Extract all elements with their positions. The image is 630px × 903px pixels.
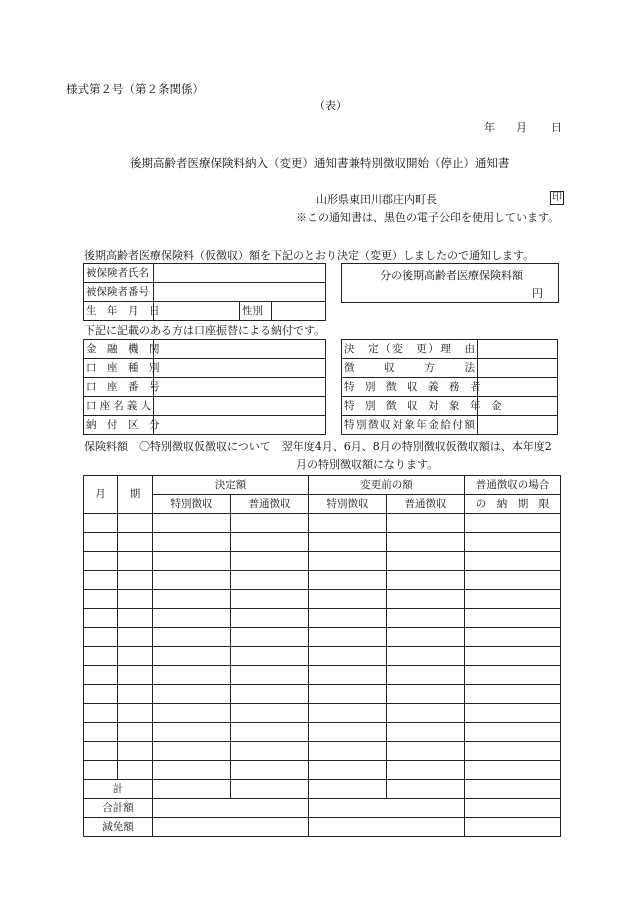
schedule-row bbox=[84, 571, 561, 590]
account-number-label: 口 座 番 号 bbox=[84, 378, 154, 397]
schedule-row bbox=[84, 704, 561, 723]
insured-number-label: 被保険者番号 bbox=[84, 283, 154, 302]
schedule-cell bbox=[465, 742, 561, 761]
premium-note-line1: 保険料額 〇特別徴収仮徴収について 翌年度4月、6月、8月の特別徴収仮徴収額は、本年度2 bbox=[84, 440, 552, 453]
premium-amount-unit: 円 bbox=[532, 287, 543, 300]
premium-amount-label: 分の後期高齢者医療保険料額 bbox=[380, 269, 523, 282]
reduction-before bbox=[309, 818, 465, 837]
schedule-cell bbox=[309, 685, 387, 704]
schedule-cell bbox=[465, 514, 561, 533]
schedule-cell bbox=[153, 514, 231, 533]
birth-date-value bbox=[154, 302, 240, 321]
form-number: 様式第２号（第２条関係） bbox=[66, 82, 204, 96]
schedule-cell bbox=[153, 666, 231, 685]
account-holder-label: 口座名義人 bbox=[84, 397, 154, 416]
schedule-cell bbox=[309, 571, 387, 590]
schedule-cell bbox=[387, 761, 465, 780]
schedule-cell bbox=[231, 704, 309, 723]
schedule-row bbox=[84, 666, 561, 685]
insured-table bbox=[83, 263, 326, 321]
schedule-cell bbox=[84, 704, 118, 723]
pension-amount-value bbox=[478, 416, 558, 435]
schedule-cell bbox=[118, 723, 153, 742]
schedule-cell bbox=[118, 685, 153, 704]
schedule-cell bbox=[309, 552, 387, 571]
schedule-cell bbox=[465, 590, 561, 609]
schedule-row bbox=[84, 590, 561, 609]
header-decided: 決定額 bbox=[153, 476, 309, 495]
schedule-cell bbox=[465, 552, 561, 571]
schedule-cell bbox=[309, 666, 387, 685]
intro-text: 後期高齢者医療保険料（仮徴収）額を下記のとおり決定（変更）しましたので通知します。 bbox=[84, 249, 535, 262]
schedule-body bbox=[84, 514, 561, 780]
total-label: 計 bbox=[84, 780, 153, 799]
schedule-row bbox=[84, 514, 561, 533]
insured-number-value bbox=[154, 283, 326, 302]
schedule-cell bbox=[465, 666, 561, 685]
schedule-cell bbox=[309, 761, 387, 780]
grand-total-label: 合計額 bbox=[84, 799, 153, 818]
schedule-cell bbox=[387, 666, 465, 685]
schedule-cell bbox=[309, 533, 387, 552]
schedule-cell bbox=[387, 552, 465, 571]
schedule-row bbox=[84, 742, 561, 761]
schedule-cell bbox=[153, 571, 231, 590]
schedule-cell bbox=[118, 514, 153, 533]
target-pension-label: 特 別 徴 収 対 象 年 金 bbox=[342, 397, 478, 416]
premium-note-line2: 月の特別徴収額になります。 bbox=[296, 458, 439, 471]
schedule-cell bbox=[84, 552, 118, 571]
schedule-cell bbox=[118, 552, 153, 571]
insured-name-label: 被保険者氏名 bbox=[84, 264, 154, 283]
schedule-cell bbox=[118, 609, 153, 628]
schedule-cell bbox=[153, 628, 231, 647]
schedule-cell bbox=[465, 533, 561, 552]
seal-mark: 印 bbox=[552, 192, 562, 203]
schedule-row bbox=[84, 723, 561, 742]
date-month: 月 bbox=[516, 121, 527, 134]
schedule-cell bbox=[153, 590, 231, 609]
schedule-cell bbox=[465, 685, 561, 704]
schedule-cell bbox=[153, 552, 231, 571]
insured-name-value bbox=[154, 264, 326, 283]
schedule-cell bbox=[84, 685, 118, 704]
pension-amount-label: 特別徴収対象年金給付額 bbox=[342, 416, 478, 435]
premium-schedule-table bbox=[83, 475, 561, 837]
schedule-cell bbox=[309, 514, 387, 533]
schedule-cell bbox=[231, 666, 309, 685]
schedule-cell bbox=[231, 647, 309, 666]
special-obligor-value bbox=[478, 378, 558, 397]
premium-amount-box bbox=[341, 263, 559, 303]
schedule-cell bbox=[118, 590, 153, 609]
schedule-cell bbox=[231, 761, 309, 780]
birth-date-label: 生 年 月 日 bbox=[84, 302, 154, 321]
schedule-cell bbox=[231, 571, 309, 590]
schedule-cell bbox=[84, 571, 118, 590]
decision-reason-label: 決 定（変 更）理 由 bbox=[342, 340, 478, 359]
total-deadline bbox=[465, 780, 561, 799]
bank-institution-label: 金 融 機 関 bbox=[84, 340, 154, 359]
schedule-cell bbox=[84, 761, 118, 780]
date-year: 年 bbox=[484, 121, 495, 134]
schedule-cell bbox=[118, 761, 153, 780]
schedule-row bbox=[84, 761, 561, 780]
schedule-cell bbox=[387, 723, 465, 742]
schedule-cell bbox=[231, 514, 309, 533]
schedule-cell bbox=[387, 609, 465, 628]
header-before-ordinary: 普通徴収 bbox=[387, 495, 465, 514]
page-side-label: （表） bbox=[314, 99, 347, 112]
schedule-cell bbox=[465, 761, 561, 780]
schedule-cell bbox=[153, 723, 231, 742]
sex-label: 性別 bbox=[240, 302, 272, 321]
schedule-cell bbox=[465, 704, 561, 723]
schedule-cell bbox=[387, 533, 465, 552]
schedule-row bbox=[84, 552, 561, 571]
schedule-cell bbox=[118, 571, 153, 590]
bank-institution-value bbox=[154, 340, 326, 359]
seal-note: ※この通知書は、黒色の電子公印を使用しています。 bbox=[296, 211, 560, 224]
schedule-cell bbox=[465, 723, 561, 742]
total-decided-ordinary bbox=[231, 780, 309, 799]
schedule-cell bbox=[84, 666, 118, 685]
schedule-cell bbox=[309, 609, 387, 628]
schedule-cell bbox=[153, 761, 231, 780]
schedule-cell bbox=[153, 742, 231, 761]
header-period: 期 bbox=[118, 476, 153, 514]
schedule-cell bbox=[84, 590, 118, 609]
header-decided-special: 特別徴収 bbox=[153, 495, 231, 514]
schedule-cell bbox=[118, 628, 153, 647]
issuer-name: 山形県東田川郡庄内町長 bbox=[316, 193, 437, 206]
schedule-cell bbox=[231, 609, 309, 628]
header-before-change: 変更前の額 bbox=[309, 476, 465, 495]
schedule-cell bbox=[231, 742, 309, 761]
schedule-row bbox=[84, 685, 561, 704]
schedule-cell bbox=[309, 704, 387, 723]
schedule-cell bbox=[387, 628, 465, 647]
schedule-cell bbox=[153, 704, 231, 723]
schedule-cell bbox=[118, 704, 153, 723]
header-month: 月 bbox=[84, 476, 118, 514]
decision-reason-value bbox=[478, 340, 558, 359]
schedule-cell bbox=[84, 628, 118, 647]
total-before-special bbox=[309, 780, 387, 799]
schedule-cell bbox=[309, 742, 387, 761]
schedule-row bbox=[84, 609, 561, 628]
schedule-cell bbox=[465, 628, 561, 647]
date-day: 日 bbox=[551, 121, 562, 134]
collection-method-label: 徴 収 方 法 bbox=[342, 359, 478, 378]
schedule-cell bbox=[387, 685, 465, 704]
total-before-ordinary bbox=[387, 780, 465, 799]
reduction-deadline bbox=[465, 818, 561, 837]
grand-total-deadline bbox=[465, 799, 561, 818]
schedule-cell bbox=[118, 533, 153, 552]
schedule-cell bbox=[84, 514, 118, 533]
document-title: 後期高齢者医療保険料納入（変更）通知書兼特別徴収開始（停止）通知書 bbox=[130, 156, 510, 170]
schedule-cell bbox=[465, 571, 561, 590]
schedule-cell bbox=[84, 742, 118, 761]
schedule-cell bbox=[387, 571, 465, 590]
schedule-cell bbox=[387, 647, 465, 666]
schedule-cell bbox=[153, 685, 231, 704]
schedule-cell bbox=[84, 533, 118, 552]
total-decided-special bbox=[153, 780, 231, 799]
schedule-cell bbox=[231, 628, 309, 647]
schedule-cell bbox=[309, 647, 387, 666]
grand-total-decided bbox=[153, 799, 309, 818]
schedule-cell bbox=[387, 742, 465, 761]
schedule-cell bbox=[84, 647, 118, 666]
header-deadline-line1: 普通徴収の場合 bbox=[465, 476, 561, 495]
account-number-value bbox=[154, 378, 326, 397]
schedule-cell bbox=[118, 742, 153, 761]
schedule-cell bbox=[231, 723, 309, 742]
grand-total-before bbox=[309, 799, 465, 818]
account-holder-value bbox=[154, 397, 326, 416]
schedule-row bbox=[84, 533, 561, 552]
schedule-cell bbox=[84, 609, 118, 628]
schedule-cell bbox=[387, 514, 465, 533]
bank-table bbox=[83, 339, 326, 435]
schedule-cell bbox=[231, 685, 309, 704]
schedule-cell bbox=[309, 590, 387, 609]
debit-note: 下記に記載のある方は口座振替による納付です。 bbox=[84, 324, 326, 337]
special-obligor-label: 特 別 徴 収 義 務 者 bbox=[342, 378, 478, 397]
account-type-value bbox=[154, 359, 326, 378]
reduction-label: 減免額 bbox=[84, 818, 153, 837]
sex-value bbox=[272, 302, 326, 321]
header-deadline-line2: の 納 期 限 bbox=[465, 495, 561, 514]
header-decided-ordinary: 普通徴収 bbox=[231, 495, 309, 514]
schedule-cell bbox=[118, 647, 153, 666]
account-type-label: 口 座 種 別 bbox=[84, 359, 154, 378]
schedule-cell bbox=[84, 723, 118, 742]
header-before-special: 特別徴収 bbox=[309, 495, 387, 514]
schedule-cell bbox=[231, 590, 309, 609]
schedule-cell bbox=[387, 590, 465, 609]
schedule-cell bbox=[231, 533, 309, 552]
schedule-cell bbox=[153, 533, 231, 552]
schedule-row bbox=[84, 628, 561, 647]
schedule-row bbox=[84, 647, 561, 666]
payment-class-label: 納 付 区 分 bbox=[84, 416, 154, 435]
schedule-cell bbox=[465, 609, 561, 628]
schedule-cell bbox=[309, 628, 387, 647]
decision-table bbox=[341, 339, 558, 435]
schedule-cell bbox=[465, 647, 561, 666]
schedule-cell bbox=[153, 609, 231, 628]
schedule-cell bbox=[387, 704, 465, 723]
schedule-cell bbox=[309, 723, 387, 742]
payment-class-value bbox=[154, 416, 326, 435]
schedule-cell bbox=[118, 666, 153, 685]
reduction-decided bbox=[153, 818, 309, 837]
schedule-cell bbox=[231, 552, 309, 571]
schedule-cell bbox=[153, 647, 231, 666]
collection-method-value bbox=[478, 359, 558, 378]
